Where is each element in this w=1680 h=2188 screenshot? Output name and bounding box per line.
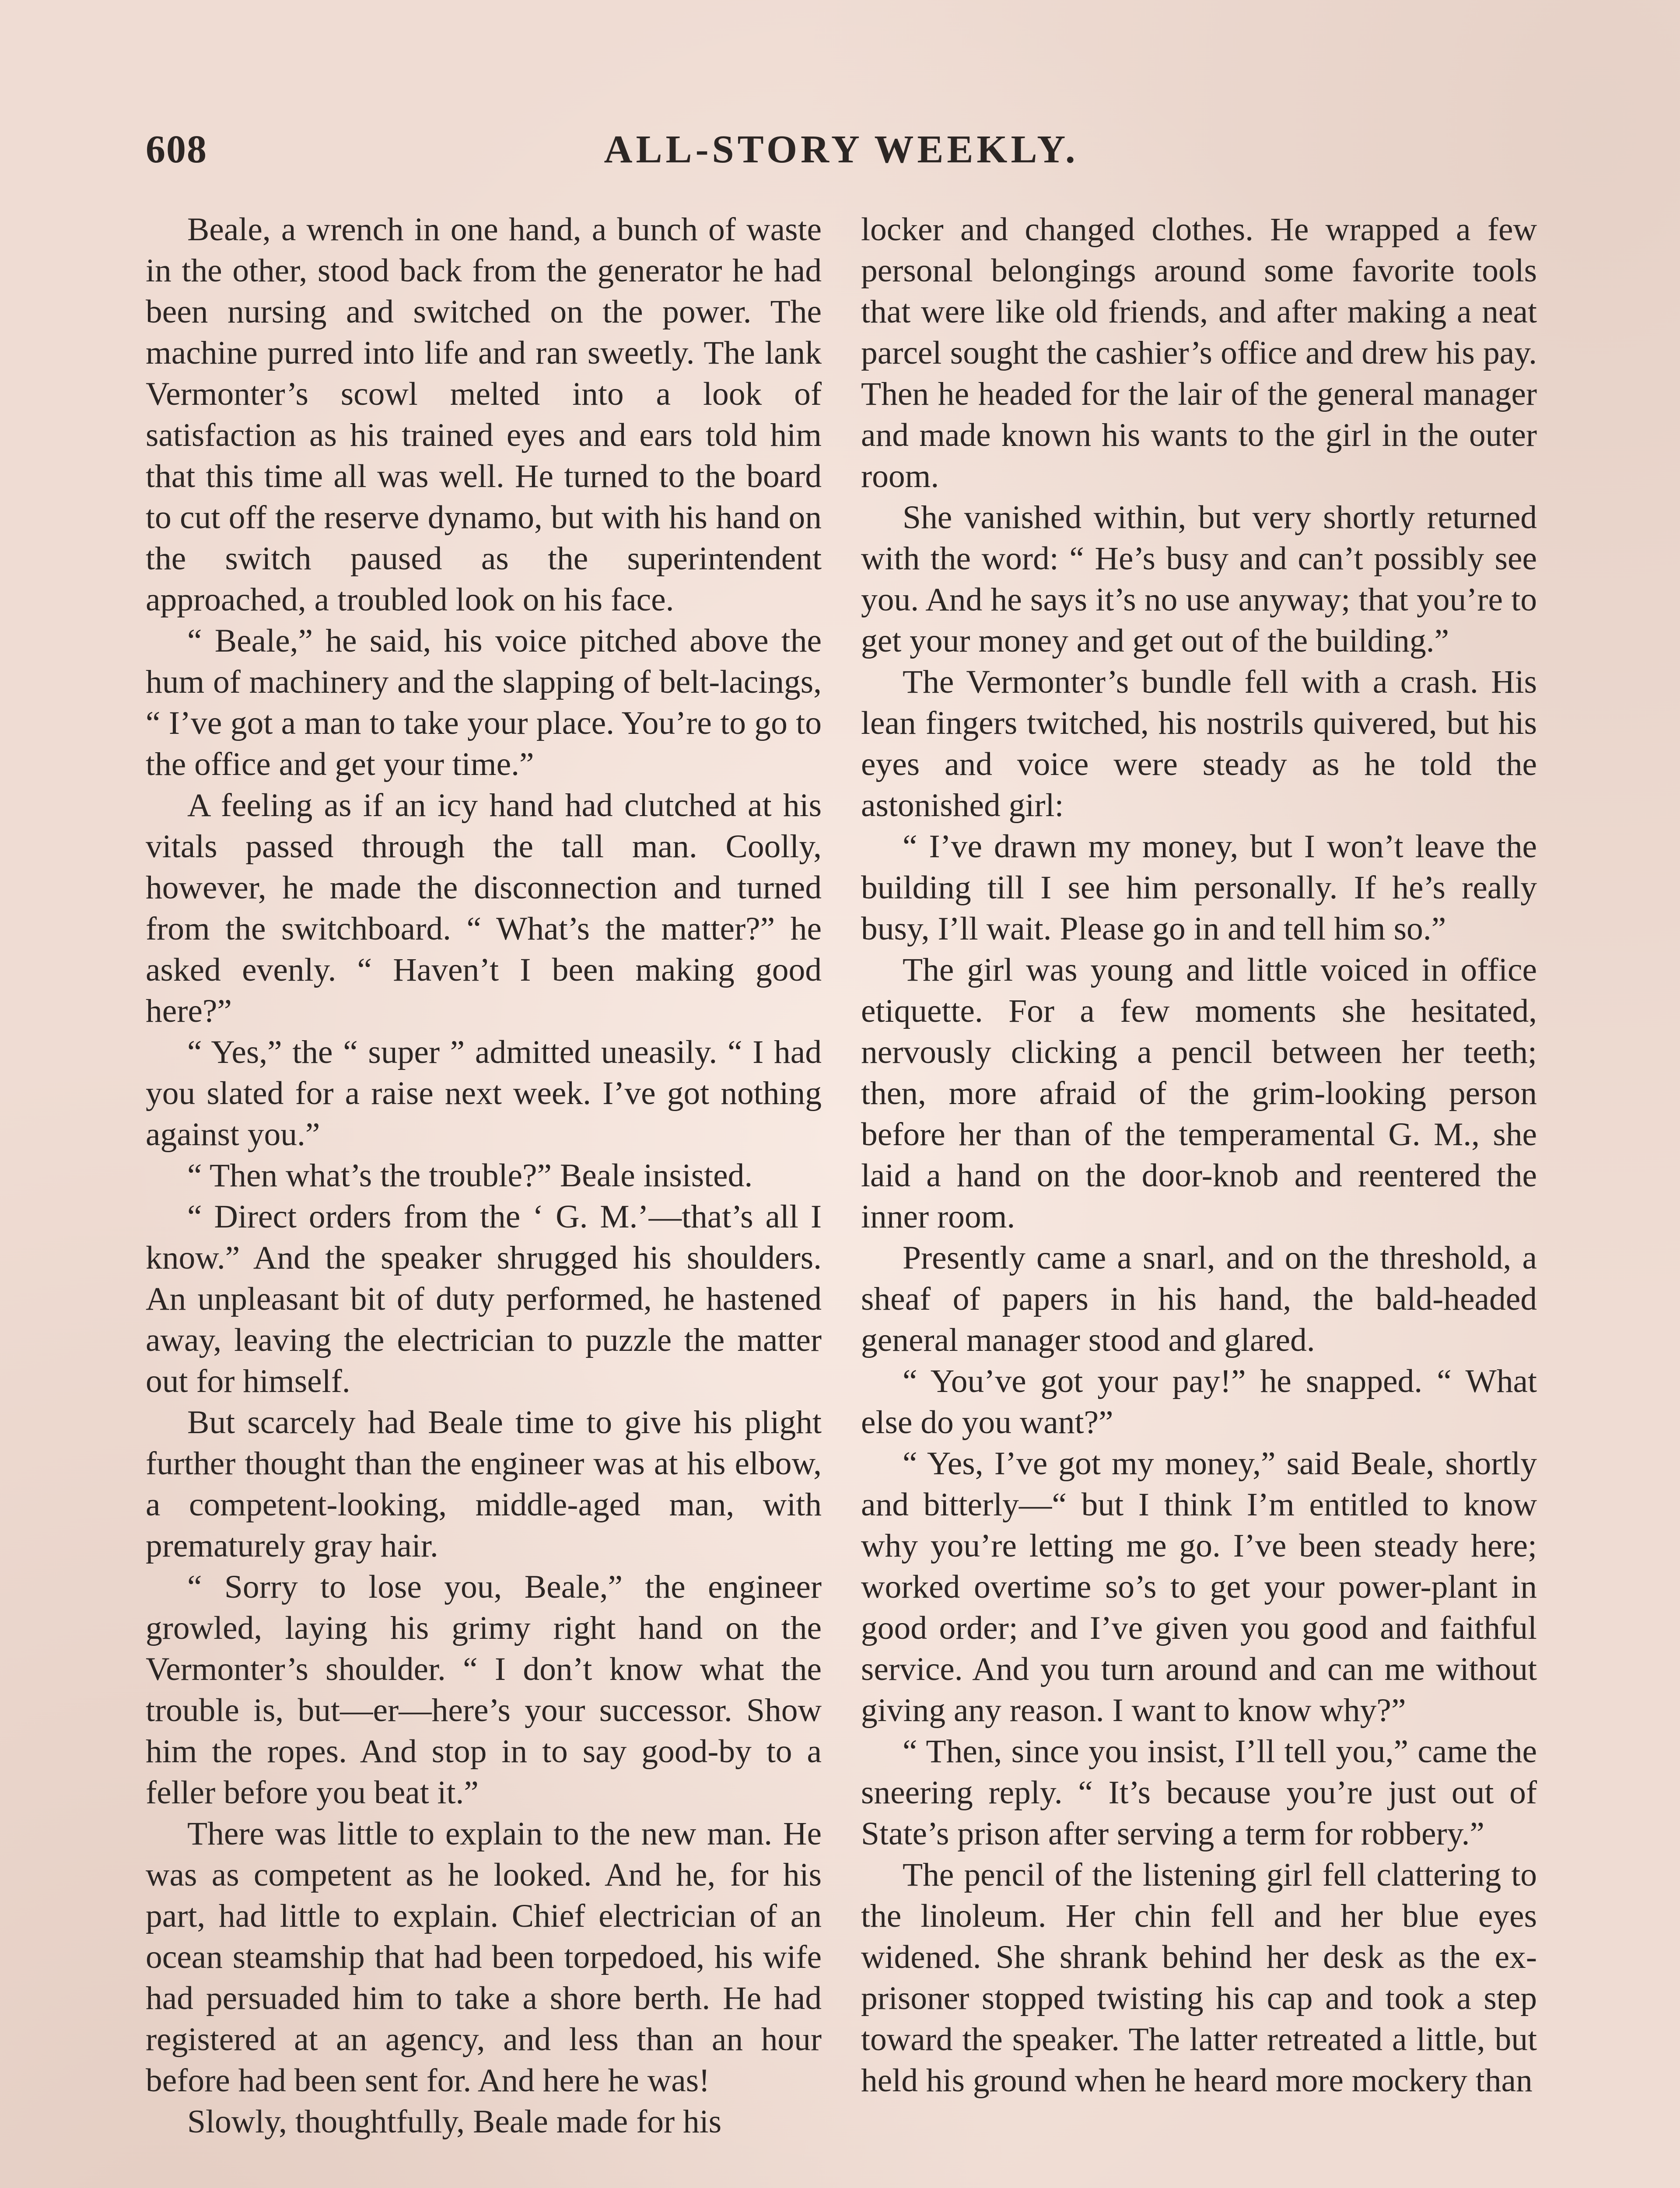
paragraph: The Vermonter’s bundle fell with a crash. His lean fingers twitched, his nostrils quivered, but his eyes and voice were steady as he told the astonished girl: xyxy=(861,664,1537,824)
paragraph: She vanished within, but very shortly returned with the word: “ He’s busy and can’t possibly see you. And he says it’s no use anyway; that you’re to get your money and get out of the building.” xyxy=(861,499,1537,659)
page-header xyxy=(146,127,1537,175)
paragraph: “ You’ve got your pay!” he snapped. “ What else do you want?” xyxy=(861,1363,1537,1441)
right-column xyxy=(861,209,1537,2101)
paragraph: Slowly, thoughtfully, Beale made for his xyxy=(187,2104,722,2140)
paragraph: “ Then what’s the trouble?” Beale insisted. xyxy=(187,1157,753,1194)
paragraph: “ Sorry to lose you, Beale,” the engineer growled, laying his grimy right hand on the Vermonter’s shoulder. “ I don’t know what the trouble is, but—er—here’s your successor. Show him the ropes. And stop in to say good-by to a feller before you beat it.” xyxy=(146,1569,822,1811)
paragraph: The pencil of the listening girl fell clattering to the linoleum. Her chin fell and her blue eyes widened. She shrank behind her desk as the ex-prisoner stopped twisting his cap and took a step toward the speaker. The latter retreated a little, but held his ground when he heard more mockery than xyxy=(861,1857,1537,2099)
page-number: 608 xyxy=(146,128,207,171)
paragraph: The girl was young and little voiced in office etiquette. For a few moments she hesitated, nervously clicking a pencil between her teeth; then, more afraid of the grim-looking person before her than of the temperamental G. M., she laid a hand on the door-knob and reentered the inner room. xyxy=(861,952,1537,1235)
paragraph: “ I’ve drawn my money, but I won’t leave the building till I see him personally. If he’s really busy, I’ll wait. Please go in and tell him so.” xyxy=(861,828,1537,947)
paragraph: “ Yes,” the “ super ” admitted uneasily. “ I had you slated for a raise next week. I’ve got nothing against you.” xyxy=(146,1034,822,1153)
left-column xyxy=(146,209,822,2142)
paragraph: “ Then, since you insist, I’ll tell you,” came the sneering reply. “ It’s because you’re just out of State’s prison after serving a term for robbery.” xyxy=(861,1733,1537,1852)
paragraph: Presently came a snarl, and on the threshold, a sheaf of papers in his hand, the bald-headed general manager stood and glared. xyxy=(861,1240,1537,1358)
paragraph-continued: locker and changed clothes. He wrapped a few personal belongings around some favorite tools that were like old friends, and after making a neat parcel sought the cashier’s office and drew his pay. Then he headed for the lair of the general manager and made known his wants to the girl in the outer room. xyxy=(861,211,1537,494)
paragraph: A feeling as if an icy hand had clutched at his vitals passed through the tall man. Coolly, however, he made the disconnection and turned from the switchboard. “ What’s the matter?” he asked evenly. “ Haven’t I been making good here?” xyxy=(146,787,822,1029)
paragraph: Beale, a wrench in one hand, a bunch of waste in the other, stood back from the generator he had been nursing and switched on the power. The machine purred into life and ran sweetly. The lank Vermonter’s scowl melted into a look of satisfaction as his trained eyes and ears told him that this time all was well. He turned to the board to cut off the reserve dynamo, but with his hand on the switch paused as the superintendent approached, a troubled look on his face. xyxy=(146,211,822,618)
paragraph: “ Direct orders from the ‘ G. M.’—that’s all I know.” And the speaker shrugged his shoulders. An unpleasant bit of duty performed, he hastened away, leaving the electrician to puzzle the matter out for himself. xyxy=(146,1199,822,1399)
running-head-title: ALL-STORY WEEKLY. xyxy=(604,128,1079,171)
paragraph: There was little to explain to the new man. He was as competent as he looked. And he, for his part, had little to explain. Chief electrician of an ocean steamship that had been torpedoed, his wife had persuaded him to take a shore berth. He had registered at an agency, and less than an hour before had been sent for. And here he was! xyxy=(146,1816,822,2099)
paragraph: “ Beale,” he said, his voice pitched above the hum of machinery and the slapping of belt-lacings, “ I’ve got a man to take your place. You’re to go to the office and get your time.” xyxy=(146,623,822,782)
paragraph: But scarcely had Beale time to give his plight further thought than the engineer was at his elbow, a competent-looking, middle-aged man, with prematurely gray hair. xyxy=(146,1404,822,1564)
paragraph: “ Yes, I’ve got my money,” said Beale, shortly and bitterly—“ but I think I’m entitled to know why you’re letting me go. I’ve been steady here; worked overtime so’s to get your power-plant in good order; and I’ve given you good and faithful service. And you turn around and can me without giving any reason. I want to know why?” xyxy=(861,1445,1537,1729)
